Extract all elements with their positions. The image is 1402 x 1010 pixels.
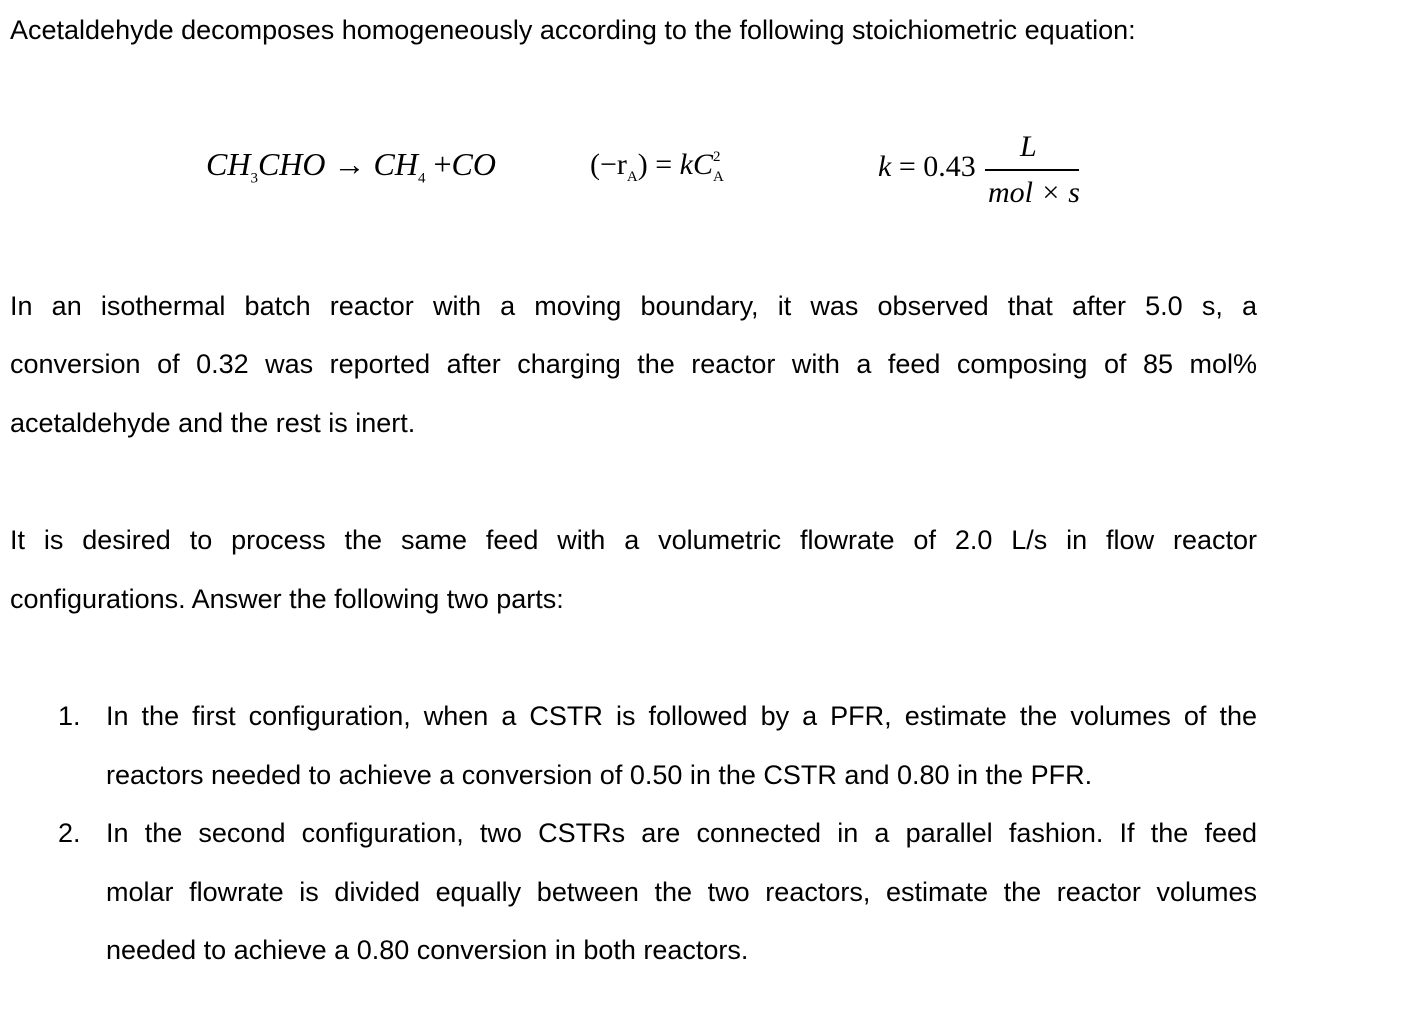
- part2-line1: In the second configuration, two CSTRs are connected in a parallel fashion. If the feed: [106, 818, 1257, 848]
- paragraph2-line2: configurations. Answer the following two parts:: [10, 584, 564, 614]
- product1-formula: CH: [373, 146, 418, 182]
- rate-constant-symbol: k: [878, 150, 892, 183]
- paragraph1-line1: In an isothermal batch reactor with a moving boundary, it was observed that after 5.0 s, a: [10, 291, 1257, 321]
- reaction-equation: [206, 146, 496, 187]
- rate-lhs: (−r: [590, 148, 627, 181]
- part1-line2: reactors needed to achieve a conversion of 0.50 in the CSTR and 0.80 in the PFR.: [106, 760, 1093, 790]
- part2-number: 2.: [58, 818, 81, 848]
- rate-law: [590, 148, 727, 186]
- fraction-numerator: L: [1020, 130, 1037, 163]
- rate-equals: =: [655, 148, 673, 181]
- reactant-subscript: 3: [250, 170, 258, 187]
- reactant-formula: CH: [206, 146, 251, 182]
- part1-line1: In the first configuration, when a CSTR is followed by a PFR, estimate the volumes of the: [106, 701, 1257, 731]
- part2-line3: needed to achieve a 0.80 conversion in both reactors.: [106, 935, 749, 965]
- paragraph1-line3: acetaldehyde and the rest is inert.: [10, 408, 416, 438]
- reaction-arrow: →: [333, 146, 366, 182]
- rate-rhs: kC: [679, 148, 713, 181]
- paragraph1-line2: conversion of 0.32 was reported after charging the reactor with a feed composing of 85 mol%: [10, 349, 1257, 379]
- rate-rhs-subscript: A: [713, 169, 724, 185]
- rate-rhs-superscript: 2: [713, 149, 721, 165]
- intro-text: Acetaldehyde decomposes homogeneously according to the following stoichiometric equation:: [10, 15, 1136, 45]
- paragraph2-line1: It is desired to process the same feed with a volumetric flowrate of 2.0 L/s in flow reactor: [10, 525, 1257, 555]
- product1-subscript: 4: [417, 170, 426, 187]
- plus-sign: +: [433, 146, 452, 182]
- rate-lhs-subscript: A: [626, 169, 638, 185]
- reactant-formula-rest: CHO: [257, 146, 326, 182]
- rate-lhs-close: ): [637, 148, 648, 181]
- rate-constant: [878, 150, 976, 184]
- rate-constant-value: = 0.43: [898, 150, 976, 183]
- part2-line2: molar flowrate is divided equally between the two reactors, estimate the reactor volumes: [106, 877, 1257, 907]
- fraction-denominator: mol × s: [988, 176, 1080, 209]
- fraction-bar: [985, 169, 1079, 171]
- product2-formula: CO: [451, 146, 496, 182]
- part1-number: 1.: [58, 701, 81, 731]
